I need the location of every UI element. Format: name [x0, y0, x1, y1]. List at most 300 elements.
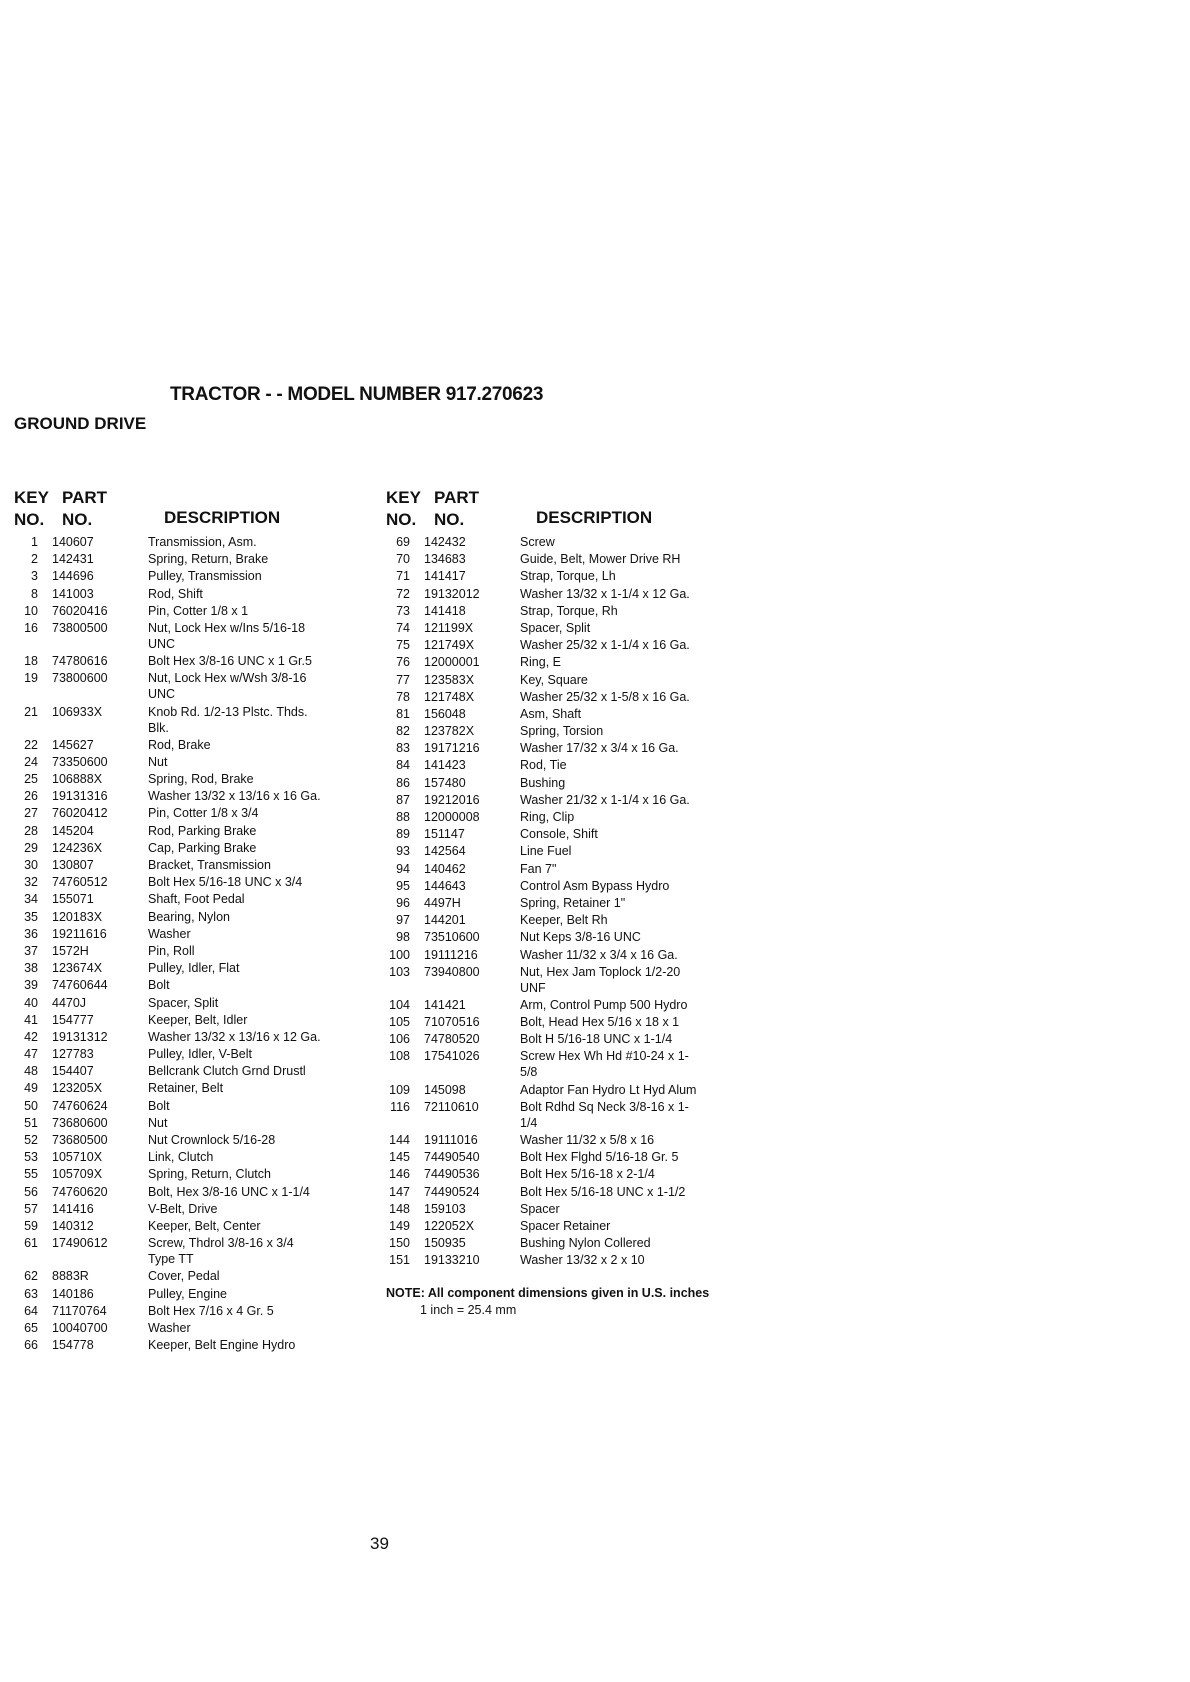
table-row	[386, 1082, 796, 1098]
table-row	[14, 603, 424, 619]
description-cell: Spring, Rod, Brake	[148, 772, 254, 787]
description-cell: Spring, Retainer 1"	[520, 895, 626, 910]
part-number-cell: 74780520	[424, 1032, 480, 1047]
key-cell: 103	[389, 964, 410, 979]
table-row	[14, 1166, 424, 1182]
key-cell: 40	[24, 995, 38, 1010]
part-number-cell: 140607	[52, 535, 94, 549]
key-cell: 148	[389, 1201, 410, 1216]
table-row	[14, 1201, 424, 1217]
table-row	[14, 1218, 424, 1234]
table-row	[14, 1115, 424, 1131]
description-cell: Spacer	[520, 1201, 560, 1216]
description-cell: Screw	[520, 535, 555, 549]
key-cell: 84	[396, 758, 410, 773]
part-number-cell: 141416	[52, 1201, 94, 1216]
description-cell: Nut Crownlock 5/16-28	[148, 1133, 276, 1147]
table-row	[14, 891, 424, 907]
description-cell: Bolt Hex Flghd 5/16-18 Gr. 5	[520, 1150, 679, 1165]
part-number-cell: 141418	[424, 603, 466, 618]
table-row	[386, 1218, 796, 1234]
part-number-cell: 123205X	[52, 1081, 103, 1096]
description-cell: Nut	[148, 754, 168, 769]
key-cell: 149	[389, 1218, 410, 1233]
description-cell: Washer	[148, 926, 191, 941]
part-number-cell: 121748X	[424, 689, 475, 704]
key-cell: 104	[389, 997, 410, 1012]
part-number-cell: 154778	[52, 1338, 94, 1353]
key-cell: 151	[389, 1253, 410, 1268]
table-row	[14, 1286, 424, 1302]
part-number-cell: 71070516	[424, 1015, 480, 1030]
part-number-cell: 141423	[424, 758, 466, 773]
key-cell: 35	[24, 909, 38, 924]
description-cell: Spacer, Split	[520, 620, 591, 635]
description-cell: Screw, Thdrol 3/8-16 x 3/4 Type TT	[148, 1236, 294, 1267]
table-row	[386, 997, 796, 1013]
description-cell: Bolt Hex 7/16 x 4 Gr. 5	[148, 1303, 274, 1318]
description-cell: Bushing Nylon Collered	[520, 1236, 651, 1251]
part-number-cell: 1572H	[52, 943, 89, 958]
key-cell: 144	[389, 1133, 410, 1147]
description-header: DESCRIPTION	[164, 508, 281, 527]
description-cell: Nut	[148, 1115, 168, 1130]
key-cell: 63	[24, 1286, 38, 1301]
table-row	[386, 723, 796, 739]
part-number-cell: 19171216	[424, 741, 480, 756]
table-row	[386, 1184, 796, 1200]
key-cell: 109	[389, 1082, 410, 1097]
key-cell: 55	[24, 1167, 38, 1182]
part-number-cell: 73510600	[424, 930, 480, 945]
part-number-cell: 154777	[52, 1012, 94, 1027]
key-cell: 26	[24, 789, 38, 804]
description-cell: V-Belt, Drive	[148, 1201, 218, 1216]
table-row	[386, 637, 796, 653]
description-cell: Washer 13/32 x 2 x 10	[520, 1253, 645, 1268]
table-row	[14, 754, 424, 770]
key-cell: 59	[24, 1218, 38, 1233]
description-cell: Pin, Cotter 1/8 x 3/4	[148, 806, 259, 821]
part-number-cell: 76020412	[52, 806, 108, 821]
part-number-cell: 19133210	[424, 1253, 480, 1268]
key-cell: 73	[396, 603, 410, 618]
part-number-cell: 74490524	[424, 1184, 480, 1199]
table-row	[14, 670, 424, 702]
key-cell: 105	[389, 1015, 410, 1030]
key-cell: 76	[396, 655, 410, 670]
key-cell: 34	[24, 892, 38, 907]
description-cell: Strap, Torque, Rh	[520, 603, 618, 618]
part-number-cell: 121749X	[424, 638, 475, 653]
table-row	[14, 823, 424, 839]
table-row	[14, 788, 424, 804]
part-header: PART	[62, 488, 108, 507]
description-cell: Washer 17/32 x 3/4 x 16 Ga.	[520, 741, 679, 756]
part-number-cell: 157480	[424, 775, 466, 790]
part-number-cell: 74760512	[52, 875, 108, 890]
part-number-cell: 19131312	[52, 1029, 108, 1044]
table-row	[14, 995, 424, 1011]
table-row	[386, 672, 796, 688]
description-cell: Nut Keps 3/8-16 UNC	[520, 930, 641, 945]
description-cell: Spacer, Split	[148, 995, 219, 1010]
key-cell: 83	[396, 741, 410, 756]
table-row	[14, 1012, 424, 1028]
key-no-header: NO.	[14, 510, 45, 529]
part-number-cell: 105710X	[52, 1150, 103, 1165]
part-number-cell: 120183X	[52, 909, 103, 924]
key-cell: 71	[396, 569, 410, 584]
description-cell: Pulley, Engine	[148, 1286, 227, 1301]
part-number-cell: 154407	[52, 1064, 94, 1079]
description-cell: Pulley, Idler, Flat	[148, 961, 240, 976]
page-number: 39	[370, 1534, 389, 1553]
description-header: DESCRIPTION	[536, 508, 653, 527]
table-row	[14, 551, 424, 567]
description-cell: Washer	[148, 1320, 191, 1335]
key-cell: 18	[24, 654, 38, 669]
table-row	[386, 929, 796, 945]
key-cell: 81	[396, 706, 410, 721]
table-row	[386, 1099, 796, 1131]
key-cell: 22	[24, 737, 38, 752]
table-row	[386, 568, 796, 584]
description-cell: Bolt	[148, 1098, 170, 1113]
key-cell: 97	[396, 913, 410, 928]
description-cell: Pin, Roll	[148, 943, 195, 958]
table-row	[386, 706, 796, 722]
description-cell: Spring, Return, Brake	[148, 552, 269, 567]
description-cell: Bearing, Nylon	[148, 909, 230, 924]
table-row	[386, 1031, 796, 1047]
description-cell: Control Asm Bypass Hydro	[520, 878, 670, 893]
parts-list-right	[386, 488, 796, 1270]
key-cell: 39	[24, 978, 38, 993]
key-cell: 82	[396, 724, 410, 739]
description-cell: Screw Hex Wh Hd #10-24 x 1- 5/8	[520, 1049, 689, 1080]
key-cell: 52	[24, 1133, 38, 1147]
key-cell: 51	[24, 1115, 38, 1130]
key-cell: 32	[24, 875, 38, 890]
part-number-cell: 19132012	[424, 586, 480, 601]
part-number-cell: 73800600	[52, 671, 108, 686]
page-title: TRACTOR - - MODEL NUMBER 917.270623	[170, 384, 544, 405]
description-cell: Bolt H 5/16-18 UNC x 1-1/4	[520, 1032, 673, 1047]
part-number-cell: 72110610	[424, 1099, 479, 1114]
description-cell: Spring, Torsion	[520, 724, 604, 739]
parts-list-left	[14, 488, 424, 1354]
part-number-cell: 121199X	[424, 620, 474, 635]
description-cell: Washer 25/32 x 1-1/4 x 16 Ga.	[520, 638, 690, 653]
key-cell: 1	[31, 535, 38, 549]
key-cell: 25	[24, 772, 38, 787]
description-cell: Bolt Hex 5/16-18 x 2-1/4	[520, 1167, 655, 1182]
table-row	[14, 977, 424, 993]
part-number-cell: 4470J	[52, 995, 87, 1010]
key-cell: 86	[396, 775, 410, 790]
part-number-cell: 159103	[424, 1201, 466, 1216]
part-number-cell: 144696	[52, 569, 94, 584]
description-cell: Pulley, Transmission	[148, 569, 262, 584]
description-cell: Bolt Hex 3/8-16 UNC x 1 Gr.5	[148, 654, 312, 669]
part-number-cell: 19131316	[52, 789, 108, 804]
key-cell: 37	[24, 943, 38, 958]
key-cell: 146	[389, 1167, 410, 1182]
description-cell: Guide, Belt, Mower Drive RH	[520, 552, 681, 567]
table-row	[14, 568, 424, 584]
table-row	[14, 704, 424, 736]
description-cell: Strap, Torque, Lh	[520, 569, 616, 584]
description-cell: Rod, Tie	[520, 758, 567, 773]
part-number-cell: 106933X	[52, 704, 103, 719]
part-number-cell: 140312	[52, 1218, 94, 1233]
key-cell: 42	[24, 1029, 38, 1044]
key-cell: 74	[396, 620, 410, 635]
table-row	[14, 805, 424, 821]
part-number-cell: 71170764	[52, 1303, 107, 1318]
key-cell: 3	[31, 569, 38, 584]
table-row	[14, 771, 424, 787]
description-cell: Bushing	[520, 775, 566, 790]
table-row	[14, 1098, 424, 1114]
part-number-cell: 19211616	[52, 926, 107, 941]
key-cell: 95	[396, 878, 410, 893]
dimension-note	[386, 1285, 709, 1319]
key-header: KEY	[14, 488, 49, 507]
table-row	[386, 843, 796, 859]
description-cell: Pin, Cotter 1/8 x 1	[148, 603, 249, 618]
key-cell: 21	[24, 704, 38, 719]
key-cell: 108	[389, 1049, 410, 1064]
key-cell: 53	[24, 1150, 38, 1165]
description-cell: Arm, Control Pump 500 Hydro	[520, 997, 688, 1012]
table-row	[386, 1166, 796, 1182]
table-row	[386, 964, 796, 996]
part-number-cell: 144201	[424, 913, 466, 928]
description-cell: Cover, Pedal	[148, 1269, 220, 1284]
key-no-header: NO.	[386, 510, 417, 529]
part-number-cell: 144643	[424, 878, 466, 893]
description-cell: Bolt, Head Hex 5/16 x 18 x 1	[520, 1015, 680, 1030]
table-row	[386, 1235, 796, 1251]
key-cell: 147	[389, 1184, 410, 1199]
table-row	[14, 653, 424, 669]
table-row	[14, 620, 424, 652]
description-cell: Asm, Shaft	[520, 706, 582, 721]
part-number-cell: 4497H	[424, 895, 461, 910]
table-row	[386, 861, 796, 877]
table-row	[14, 1337, 424, 1353]
key-cell: 61	[24, 1236, 38, 1251]
part-number-cell: 17490612	[52, 1236, 108, 1251]
key-header: KEY	[386, 488, 421, 507]
table-row	[14, 857, 424, 873]
table-row	[386, 792, 796, 808]
description-cell: Bolt	[148, 978, 170, 993]
key-cell: 96	[396, 895, 410, 910]
key-cell: 8	[31, 586, 38, 601]
key-cell: 93	[396, 844, 410, 859]
part-number-cell: 124236X	[52, 840, 103, 855]
description-cell: Cap, Parking Brake	[148, 840, 257, 855]
part-number-cell: 8883R	[52, 1269, 89, 1284]
part-number-cell: 145204	[52, 823, 94, 838]
table-row	[14, 534, 424, 550]
part-number-cell: 141421	[424, 997, 466, 1012]
key-cell: 78	[396, 689, 410, 704]
key-cell: 89	[396, 827, 410, 842]
part-number-cell: 10040700	[52, 1320, 108, 1335]
table-row	[386, 809, 796, 825]
table-row	[386, 826, 796, 842]
description-cell: Washer 11/32 x 5/8 x 16	[520, 1133, 655, 1147]
description-cell: Spacer Retainer	[520, 1218, 611, 1233]
key-cell: 116	[390, 1099, 410, 1114]
part-number-cell: 142564	[424, 844, 466, 859]
part-number-cell: 74760624	[52, 1098, 108, 1113]
part-number-cell: 73350600	[52, 754, 108, 769]
part-number-cell: 17541026	[424, 1049, 480, 1064]
table-row	[386, 1014, 796, 1030]
description-cell: Bracket, Transmission	[148, 858, 271, 872]
key-cell: 47	[24, 1047, 38, 1062]
table-row	[14, 1063, 424, 1079]
part-number-cell: 74490540	[424, 1150, 480, 1165]
description-cell: Ring, Clip	[520, 810, 575, 824]
key-cell: 145	[389, 1150, 410, 1165]
note-text: NOTE: All component dimensions given in U.S. inches	[386, 1286, 710, 1300]
table-row	[14, 926, 424, 942]
description-cell: Keeper, Belt, Center	[148, 1218, 261, 1233]
key-cell: 69	[396, 535, 410, 549]
key-cell: 36	[24, 926, 38, 941]
table-row	[14, 1268, 424, 1284]
part-number-cell: 130807	[52, 858, 94, 872]
parts-table-body	[14, 534, 424, 1353]
table-row	[386, 603, 796, 619]
part-number-cell: 19111016	[424, 1133, 478, 1147]
part-number-cell: 12000001	[424, 655, 480, 670]
key-cell: 150	[389, 1236, 410, 1251]
table-row	[14, 1184, 424, 1200]
description-cell: Shaft, Foot Pedal	[148, 892, 245, 907]
part-number-cell: 150935	[424, 1236, 466, 1251]
note-conversion: 1 inch = 25.4 mm	[420, 1303, 517, 1317]
description-cell: Key, Square	[520, 672, 588, 687]
key-cell: 41	[24, 1012, 38, 1027]
part-number-cell: 19212016	[424, 792, 480, 807]
table-row	[386, 757, 796, 773]
description-cell: Keeper, Belt Rh	[520, 913, 608, 928]
table-row	[14, 586, 424, 602]
table-row	[386, 775, 796, 791]
table-row	[386, 740, 796, 756]
key-cell: 66	[24, 1338, 38, 1353]
table-row	[386, 1132, 796, 1148]
key-cell: 56	[24, 1184, 38, 1199]
table-row	[14, 1046, 424, 1062]
key-cell: 19	[24, 671, 38, 686]
part-number-cell: 140186	[52, 1286, 94, 1301]
table-row	[14, 874, 424, 890]
table-row	[14, 960, 424, 976]
key-cell: 38	[24, 961, 38, 976]
key-cell: 77	[396, 672, 410, 687]
description-cell: Pulley, Idler, V-Belt	[148, 1047, 252, 1062]
description-cell: Spring, Return, Clutch	[148, 1167, 271, 1182]
part-number-cell: 74760644	[52, 978, 108, 993]
description-cell: Knob Rd. 1/2-13 Plstc. Thds. Blk.	[148, 704, 308, 735]
key-cell: 62	[24, 1269, 38, 1284]
part-number-cell: 105709X	[52, 1167, 103, 1182]
description-cell: Bolt, Hex 3/8-16 UNC x 1-1/4	[148, 1184, 310, 1199]
key-cell: 2	[31, 552, 38, 567]
part-number-cell: 73680600	[52, 1115, 108, 1130]
table-row	[14, 1303, 424, 1319]
description-cell: Washer 25/32 x 1-5/8 x 16 Ga.	[520, 689, 690, 704]
key-cell: 72	[396, 586, 410, 601]
key-cell: 50	[24, 1098, 38, 1113]
part-number-cell: 74490536	[424, 1167, 480, 1182]
description-cell: Bellcrank Clutch Grnd Drustl	[148, 1064, 306, 1079]
key-cell: 98	[396, 930, 410, 945]
key-cell: 27	[24, 806, 38, 821]
description-cell: Console, Shift	[520, 827, 598, 842]
key-cell: 49	[24, 1081, 38, 1096]
part-number-cell: 155071	[52, 892, 94, 907]
table-row	[386, 1201, 796, 1217]
part-number-cell: 74760620	[52, 1184, 108, 1199]
part-number-cell: 123583X	[424, 672, 475, 687]
part-no-header: NO.	[434, 510, 465, 529]
column-header	[14, 488, 424, 534]
section-heading: GROUND DRIVE	[14, 414, 147, 433]
key-cell: 70	[396, 552, 410, 567]
table-row	[386, 534, 796, 550]
part-number-cell: 127783	[52, 1047, 94, 1062]
part-number-cell: 141417	[424, 569, 466, 584]
key-cell: 28	[24, 823, 38, 838]
table-row	[386, 654, 796, 670]
part-number-cell: 73680500	[52, 1133, 108, 1147]
key-cell: 100	[389, 947, 410, 962]
table-row	[386, 1149, 796, 1165]
part-number-cell: 142431	[52, 552, 94, 567]
key-cell: 30	[24, 858, 38, 872]
key-cell: 88	[396, 810, 410, 824]
description-cell: Adaptor Fan Hydro Lt Hyd Alum	[520, 1082, 697, 1097]
part-number-cell: 123674X	[52, 961, 103, 976]
description-cell: Link, Clutch	[148, 1150, 214, 1165]
key-cell: 106	[389, 1032, 410, 1047]
table-row	[14, 1235, 424, 1267]
description-cell: Washer 13/32 x 1-1/4 x 12 Ga.	[520, 586, 690, 601]
table-row	[386, 878, 796, 894]
description-cell: Fan 7"	[520, 861, 557, 876]
part-number-cell: 140462	[424, 861, 466, 876]
description-cell: Transmission, Asm.	[148, 535, 257, 549]
description-cell: Bolt Hex 5/16-18 UNC x 3/4	[148, 875, 303, 890]
part-number-cell: 122052X	[424, 1218, 475, 1233]
description-cell: Retainer, Belt	[148, 1081, 224, 1096]
description-cell: Nut, Lock Hex w/Wsh 3/8-16 UNC	[148, 671, 307, 702]
key-cell: 57	[24, 1201, 38, 1216]
description-cell: Rod, Brake	[148, 737, 211, 752]
description-cell: Washer 13/32 x 13/16 x 16 Ga.	[148, 789, 321, 804]
description-cell: Washer 21/32 x 1-1/4 x 16 Ga.	[520, 792, 690, 807]
table-row	[386, 1252, 796, 1268]
